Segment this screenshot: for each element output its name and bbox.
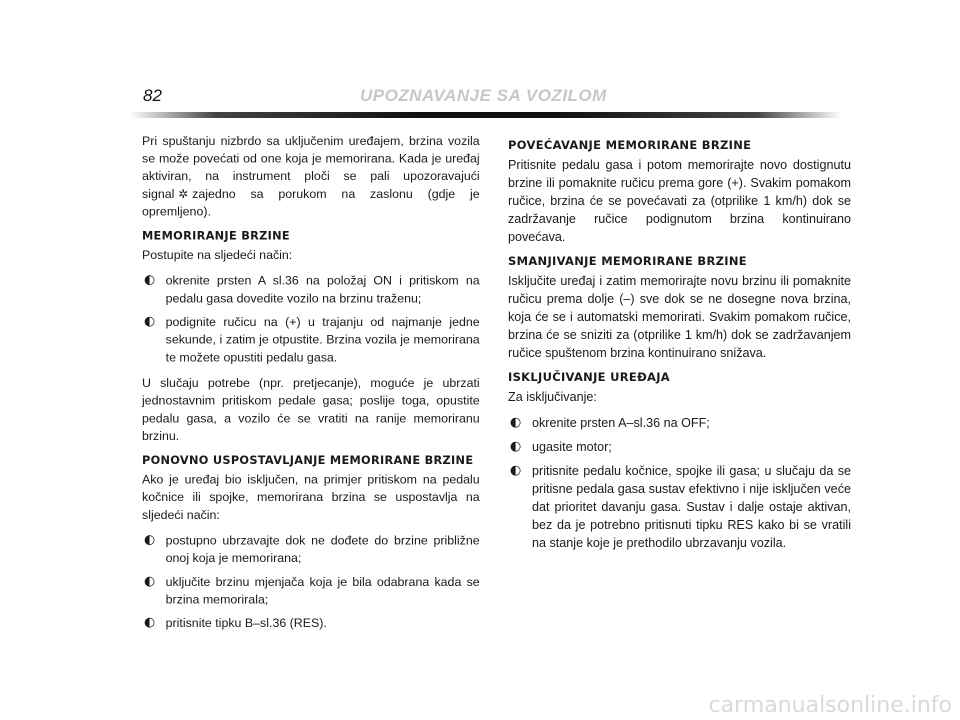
off-list — [508, 414, 851, 552]
decrease-text: Isključite uređaj i zatim memorirajte novu brzinu ili pomaknite ručicu prema dolje (–) sve dok se ne dosegne nova brzina, koja će se i automatski memorirati. Svakim pomakom ručice, brzina će se sniziti za (otprilike 1 km/h) dok se zadržavanjem ručice spuštenom brzina kontinuirano snižava. — [508, 274, 851, 360]
intro-paragraph: Pri spuštanju nizbrdo sa uključenim uređajem, brzina vozila se može povećati od one koja je memorirana. Kada je uređaj aktiviran, na instrument ploči se pali upozoravajući signal ✲ zajedno sa porukom na zaslonu (gdje je opremljeno). — [142, 133, 480, 219]
heading-decrease: SMANJIVANJE MEMORIRANE BRZINE — [508, 254, 747, 268]
right-column — [508, 132, 851, 560]
chapter-title: UPOZNAVANJE SA VOZILOM — [360, 86, 607, 105]
heading-memorize: MEMORIRANJE BRZINE — [142, 228, 290, 243]
list-item: ◐ okrenite prsten A–sl.36 na OFF; — [510, 415, 710, 430]
restore-list — [142, 532, 480, 632]
heading-increase: POVEĆAVANJE MEMORIRANE BRZINE — [508, 138, 752, 152]
half-circle-bullet-icon: ◐ — [143, 272, 156, 288]
half-circle-bullet-icon: ◐ — [510, 415, 522, 430]
restore-intro: Ako je uređaj bio isključen, na primjer pritiskom na pedalu kočnice ili spojke, memorirana brzina se uspostavlja na sljedeći način: — [142, 472, 480, 522]
page-number: 82 — [143, 86, 162, 105]
list-item: ◐ pritisnite tipku B–sl.36 (RES). — [143, 615, 327, 631]
memorize-intro: Postupite na sljedeći način: — [142, 248, 293, 262]
half-circle-bullet-icon: ◐ — [143, 574, 156, 589]
half-circle-bullet-icon: ◐ — [510, 463, 522, 478]
list-item: ◐ uključite brzinu mjenjača koja je bila odabrana kada se brzina memorirala; — [143, 574, 480, 607]
cruise-control-warning-icon: ✲ — [178, 187, 189, 201]
half-circle-bullet-icon: ◐ — [143, 532, 156, 548]
off-intro: Za isključivanje: — [508, 390, 597, 404]
watermark: carmanualsonline.info — [708, 693, 952, 718]
half-circle-bullet-icon: ◐ — [510, 439, 522, 454]
list-item: ◐ ugasite motor; — [510, 439, 612, 454]
increase-text: Pritisnite pedalu gasa i potom memorirajte novo dostignutu brzine ili pomaknite ručicu prema gore (+). Svakim pomakom ručice, brzina će se povećavati za (otprilike 1 km/h) dok se zadržavanje ručice podignutom brzina kontinuirano povećava. — [508, 158, 851, 244]
list-item: ◐ podignite ručicu na (+) u trajanju od najmanje jedne sekunde, i zatim je otpustite. Brzina vozila je memorirana te možete opustiti pedalu gasa. — [143, 314, 480, 365]
memorize-list — [142, 272, 480, 367]
heading-restore: PONOVNO USPOSTAVLJANJE MEMORIRANE BRZINE — [142, 452, 474, 467]
header-rule — [130, 112, 842, 118]
list-item: ◐ postupno ubrzavajte dok ne dođete do brzine približne onoj koja je memorirana; — [143, 532, 480, 566]
left-column — [142, 132, 480, 640]
memorize-note: U slučaju potrebe (npr. pretjecanje), moguće je ubrzati jednostavnim pritiskom pedale gasa; poslije toga, opustite pedalu gasa, a vozilo će se vratiti na ranije memoriranu brzinu. — [142, 376, 480, 444]
list-item: ◐ pritisnite pedalu kočnice, spojke ili gasa; u slučaju da se pritisne pedala gasa sustav efektivno i nije isključen veće dat prioritet davanju gasa. Sustav i dalje ostaje aktivan, bez da je potrebno pritisnuti tipku RES kako bi se vratili na stanje koje je prethodilo ubrzavanju vozila. — [510, 463, 851, 550]
list-item: ◐ okrenite prsten A sl.36 na položaj ON i pritiskom na pedalu gasa dovedite vozilo na brzinu traženu; — [143, 272, 480, 306]
half-circle-bullet-icon: ◐ — [143, 615, 156, 631]
half-circle-bullet-icon: ◐ — [143, 314, 156, 329]
heading-off: ISKLJUČIVANJE UREĐAJA — [508, 370, 670, 384]
